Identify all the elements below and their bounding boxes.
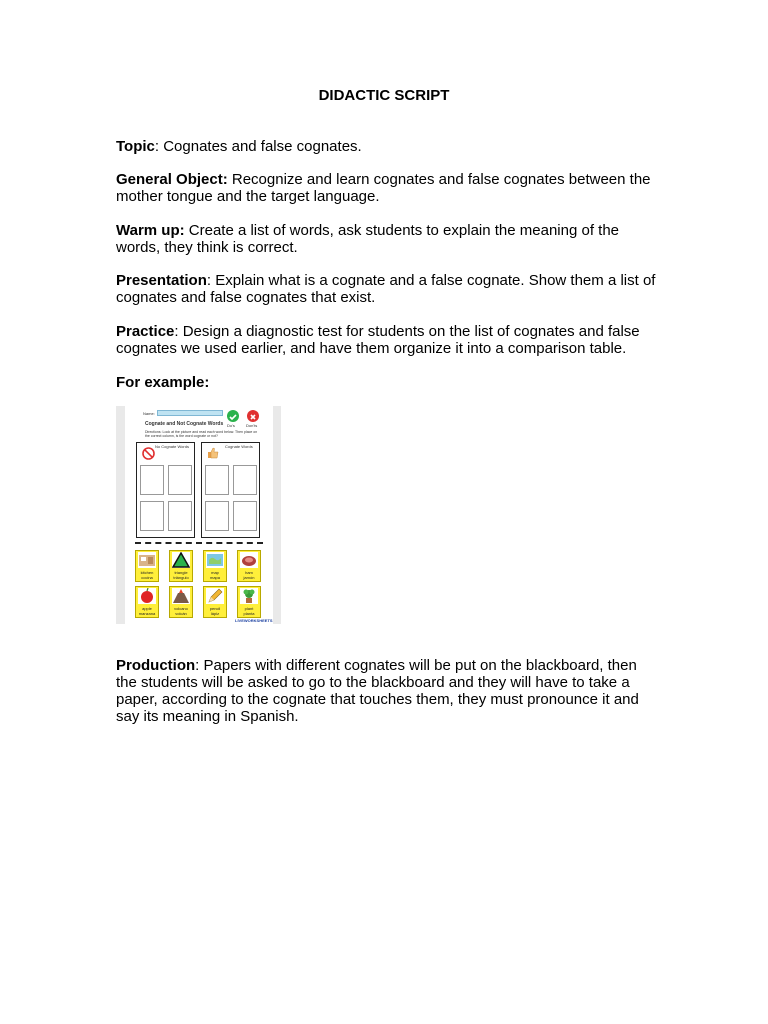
word-tile bbox=[203, 586, 227, 618]
answer-cell bbox=[205, 501, 229, 531]
answer-cell bbox=[140, 501, 164, 531]
worksheet-heading: Cognate and Not Cognate Words bbox=[145, 421, 224, 427]
tile-word-es: mapa bbox=[209, 575, 220, 580]
worksheet-brand-logo: LIVEWORKSHEETS bbox=[235, 618, 273, 623]
cognate-heading: Cognate Words bbox=[225, 444, 253, 449]
tile-word-en: triangle bbox=[174, 570, 188, 575]
tile-word-es: jamón bbox=[243, 575, 255, 580]
check-label: Do's bbox=[227, 423, 235, 428]
worksheet-directions: Directions: Look at the picture and read each word below. Then place on the correct column, is the word cognate or not? bbox=[145, 430, 258, 438]
check-icon bbox=[227, 410, 239, 422]
practice-text: : Design a diagnostic test for students on the list of cognates and false cognates we used earlier, and have them organize it into a comparison table. bbox=[116, 323, 640, 357]
production-text: : Papers with different cognates will be put on the blackboard, then the students will be asked to go to the blackboard and they will have to take a paper, according to the cognate that touches them, they must pronounce it and say its meaning in Spanish. bbox=[116, 657, 639, 725]
apple-icon bbox=[138, 588, 156, 604]
word-tile bbox=[135, 550, 159, 582]
map-icon bbox=[206, 552, 224, 568]
word-tile bbox=[203, 550, 227, 582]
tile-word-es: cocina bbox=[141, 575, 153, 580]
answer-cell bbox=[168, 465, 192, 495]
general-object-label: General Object: bbox=[116, 171, 228, 188]
tile-word-en: volcano bbox=[174, 606, 188, 611]
answer-cell bbox=[168, 501, 192, 531]
tile-word-en: plant bbox=[244, 606, 254, 611]
triangle-icon bbox=[172, 552, 190, 568]
word-tile bbox=[237, 550, 261, 582]
pencil-icon bbox=[206, 588, 224, 604]
presentation-paragraph bbox=[116, 272, 656, 306]
for-example-label: For example: bbox=[116, 374, 210, 391]
practice-paragraph bbox=[116, 323, 656, 357]
tile-word-es: manzana bbox=[138, 611, 156, 616]
answer-cell bbox=[233, 501, 257, 531]
topic-paragraph bbox=[116, 138, 656, 155]
no-cognate-heading: No Cognate Words bbox=[155, 444, 189, 449]
warm-up-text: Create a list of words, ask students to explain the meaning of the words, they think is correct. bbox=[116, 222, 620, 256]
cognate-column bbox=[201, 442, 260, 538]
general-object-paragraph bbox=[116, 171, 656, 205]
tile-word-es: triángulo bbox=[173, 575, 189, 580]
prohibited-icon bbox=[142, 447, 155, 460]
worksheet-name-label: Name: bbox=[143, 411, 155, 416]
tile-word-es: planta bbox=[243, 611, 255, 616]
no-cognate-column bbox=[136, 442, 195, 538]
word-tile bbox=[169, 550, 193, 582]
volcano-icon bbox=[172, 588, 190, 604]
plant-icon bbox=[240, 588, 258, 604]
thumbs-up-icon bbox=[207, 447, 219, 459]
presentation-label: Presentation bbox=[116, 272, 207, 289]
worksheet-example-image bbox=[116, 406, 281, 624]
tile-word-en: pencil bbox=[209, 606, 221, 611]
ham-icon bbox=[240, 552, 258, 568]
word-tile bbox=[135, 586, 159, 618]
cross-icon bbox=[247, 410, 259, 422]
warm-up-paragraph bbox=[116, 222, 656, 256]
worksheet-page bbox=[125, 406, 273, 624]
production-label: Production bbox=[116, 657, 196, 674]
tile-word-en: kitchen bbox=[140, 570, 154, 575]
general-object-text: Recognize and learn cognates and false cognates between the mother tongue and the target language. bbox=[116, 171, 651, 205]
topic-text: : Cognates and false cognates. bbox=[154, 138, 362, 155]
word-tile bbox=[169, 586, 193, 618]
tile-word-en: map bbox=[211, 570, 219, 575]
document-title: DIDACTIC SCRIPT bbox=[318, 87, 450, 104]
answer-cell bbox=[140, 465, 164, 495]
cross-label: Don'ts bbox=[246, 423, 258, 428]
kitchen-icon bbox=[138, 552, 156, 568]
tile-word-en: apple bbox=[142, 606, 152, 611]
tile-word-es: lápiz bbox=[210, 611, 220, 616]
practice-label: Practice bbox=[116, 323, 175, 340]
cut-line bbox=[135, 542, 263, 544]
for-example-paragraph bbox=[116, 374, 656, 391]
tile-word-en: ham bbox=[245, 570, 253, 575]
answer-cell bbox=[233, 465, 257, 495]
presentation-text: : Explain what is a cognate and a false cognate. Show them a list of cognates and false cognates that exist. bbox=[116, 272, 656, 306]
word-tile bbox=[237, 586, 261, 618]
tile-word-es: volcán bbox=[175, 611, 187, 616]
worksheet-name-field bbox=[157, 410, 223, 416]
answer-cell bbox=[205, 465, 229, 495]
production-paragraph bbox=[116, 657, 656, 725]
warm-up-label: Warm up: bbox=[116, 222, 185, 239]
topic-label: Topic bbox=[116, 138, 155, 155]
